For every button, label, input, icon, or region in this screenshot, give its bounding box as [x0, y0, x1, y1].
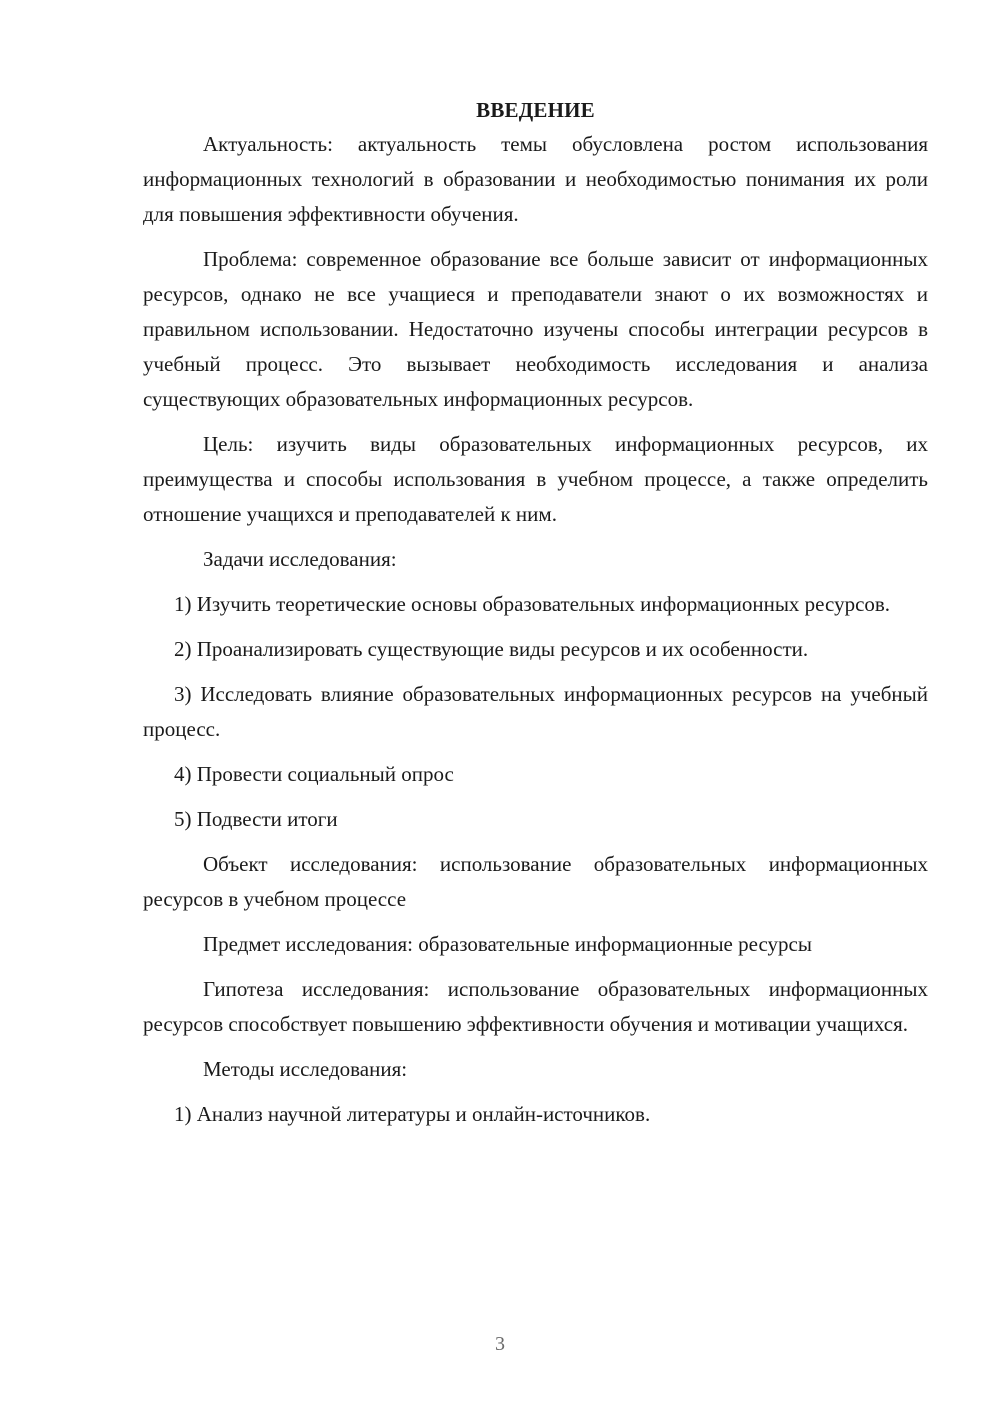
list-item-task-4: 4) Провести социальный опрос	[174, 762, 454, 786]
list-item-task-3: 3) Исследовать влияние образовательных информационных ресурсов на учебный процесс.	[143, 682, 928, 741]
paragraph-methods-heading: Методы исследования:	[203, 1057, 408, 1081]
paragraph-relevance: Актуальность: актуальность темы обусловлена ростом использования информационных технологий в образовании и необходимостью понимания их роли для повышения эффективности обучения.	[143, 132, 928, 226]
paragraph-tasks-heading: Задачи исследования:	[203, 547, 397, 571]
list-item-task-5: 5) Подвести итоги	[174, 807, 338, 831]
page-number: 3	[495, 1333, 505, 1355]
paragraph-problem: Проблема: современное образование все больше зависит от информационных ресурсов, однако не все учащиеся и преподаватели знают о их возможностях и правильном использовании. Недостаточно изучены способы интеграции ресурсов в учебный процесс. Это вызывает необходимость исследования и анализа существующих образовательных информационных ресурсов.	[143, 247, 928, 411]
section-title: ВВЕДЕНИЕ	[476, 98, 595, 122]
document-page	[143, 94, 928, 1142]
list-item-task-2: 2) Проанализировать существующие виды ресурсов и их особенности.	[174, 637, 809, 661]
list-item-task-1: 1) Изучить теоретические основы образовательных информационных ресурсов.	[174, 592, 891, 616]
list-item-method-1: 1) Анализ научной литературы и онлайн-источников.	[174, 1102, 651, 1126]
paragraph-goal: Цель: изучить виды образовательных информационных ресурсов, их преимущества и способы использования в учебном процессе, а также определить отношение учащихся и преподавателей к ним.	[143, 432, 928, 526]
paragraph-hypothesis: Гипотеза исследования: использование образовательных информационных ресурсов способствует повышению эффективности обучения и мотивации учащихся.	[143, 977, 928, 1036]
paragraph-object: Объект исследования: использование образовательных информационных ресурсов в учебном процессе	[143, 852, 928, 911]
paragraph-subject: Предмет исследования: образовательные информационные ресурсы	[203, 932, 812, 956]
